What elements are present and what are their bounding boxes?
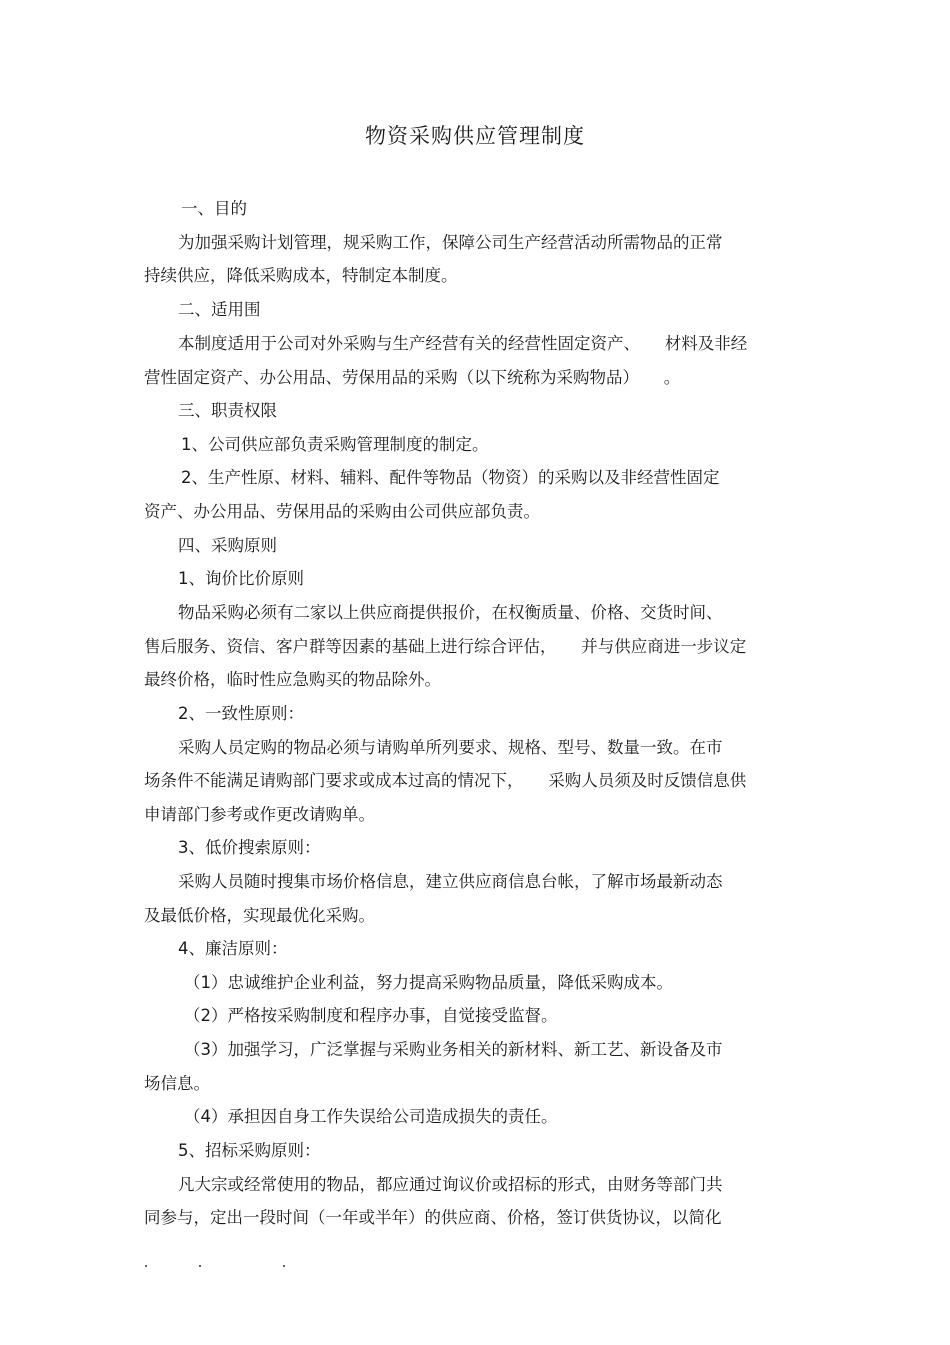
list-item: （3）加强学习，广泛掌握与采购业务相关的新材料、新工艺、新设备及市 xyxy=(184,1040,723,1059)
subsection-heading: 5、招标采购原则： xyxy=(178,1141,321,1160)
section-heading: 四、采购原则 xyxy=(178,536,277,555)
footer-dot xyxy=(283,1265,285,1267)
subsection-heading: 3、低价搜索原则： xyxy=(178,838,321,857)
document-title: 物资采购供应管理制度 xyxy=(365,124,585,148)
paragraph-line: 资产、办公用品、劳保用品的采购由公司供应部负责。 xyxy=(144,502,540,521)
list-item: （1）忠诚维护企业利益，努力提高采购物品质量，降低采购成本。 xyxy=(184,973,673,992)
paragraph-line: 场信息。 xyxy=(144,1074,210,1093)
section-heading: 二、适用围 xyxy=(178,300,261,319)
section-heading: 一、目的 xyxy=(181,199,247,218)
paragraph-line: 同参与，定出一段时间（一年或半年）的供应商、价格，签订供货协议，以简化 xyxy=(144,1208,722,1227)
paragraph-line: 持续供应，降低采购成本，特制定本制度。 xyxy=(144,266,458,285)
paragraph-line: 营性固定资产、办公用品、劳保用品的采购（以下统称为采购物品） 。 xyxy=(144,368,681,387)
footer-dots xyxy=(0,1255,950,1275)
footer-dot xyxy=(199,1265,201,1267)
footer-dot xyxy=(145,1265,147,1267)
paragraph-line: 售后服务、资信、客户群等因素的基础上进行综合评估， 并与供应商进一步议定 xyxy=(144,637,747,656)
paragraph-line: 及最低价格，实现最优化采购。 xyxy=(144,906,375,925)
paragraph-line: 场条件不能满足请购部门要求或成本过高的情况下， 采购人员须及时反馈信息供 xyxy=(144,771,747,790)
paragraph-line: 本制度适用于公司对外采购与生产经营有关的经营性固定资产、 材料及非经 xyxy=(178,334,748,353)
section-heading: 三、职责权限 xyxy=(178,401,277,420)
paragraph-line: 2、生产性原、材料、辅料、配件等物品（物资）的采购以及非经营性固定 xyxy=(181,468,720,487)
paragraph-line: 为加强采购计划管理，规采购工作，保障公司生产经营活动所需物品的正常 xyxy=(178,233,723,252)
subsection-heading: 4、廉洁原则： xyxy=(178,939,288,958)
subsection-heading: 2、一致性原则： xyxy=(178,704,304,723)
subsection-heading: 1、询价比价原则 xyxy=(178,569,304,588)
paragraph-line: 凡大宗或经常使用的物品，都应通过询议价或招标的形式，由财务等部门共 xyxy=(178,1175,723,1194)
paragraph-line: 采购人员定购的物品必须与请购单所列要求、规格、型号、数量一致。在市 xyxy=(178,738,723,757)
paragraph-line: 物品采购必须有二家以上供应商提供报价，在权衡质量、价格、交货时间、 xyxy=(178,603,723,622)
paragraph-line: 申请部门参考或作更改请购单。 xyxy=(144,805,375,824)
paragraph-line: 采购人员随时搜集市场价格信息，建立供应商信息台帐，了解市场最新动态 xyxy=(178,872,723,891)
list-item: （2）严格按采购制度和程序办事，自觉接受监督。 xyxy=(184,1006,558,1025)
paragraph-line: 1、公司供应部负责采购管理制度的制定。 xyxy=(181,435,489,454)
paragraph-line: 最终价格，临时性应急购买的物品除外。 xyxy=(144,670,441,689)
list-item: （4）承担因自身工作失误给公司造成损失的责任。 xyxy=(184,1107,558,1126)
